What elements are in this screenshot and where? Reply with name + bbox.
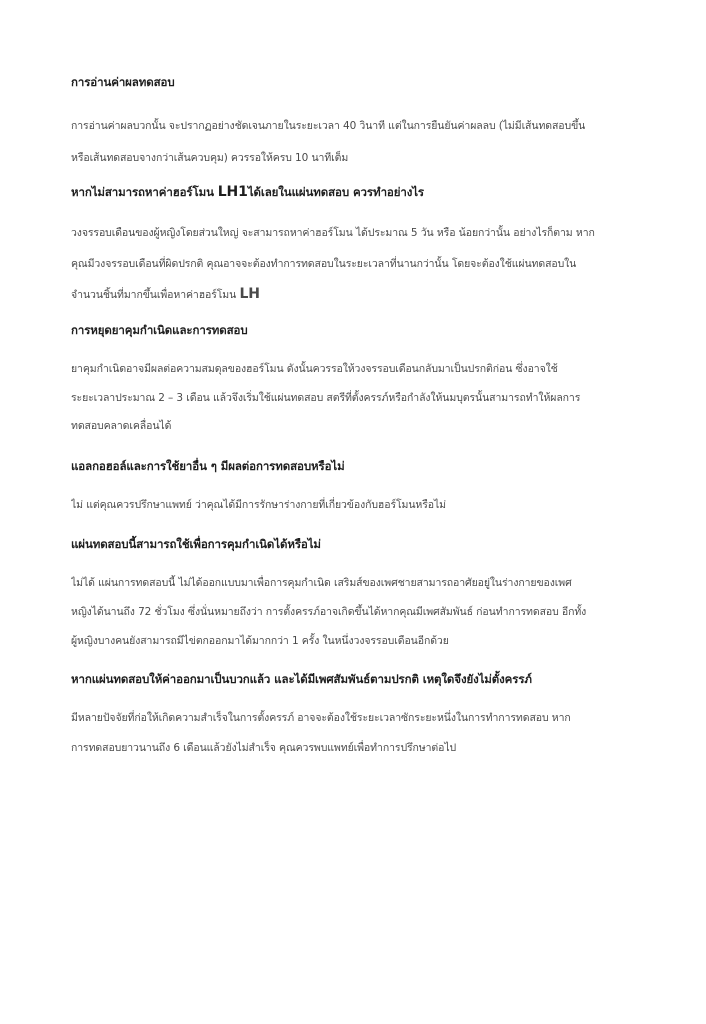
paragraph-line bbox=[71, 286, 671, 303]
paragraph-line: มีหลายปัจจัยที่ก่อให้เกิดความสำเร็จในการตั้งครรภ์ อาจจะต้องใช้ระยะเวลาซักระยะหนึ่งในการทำการทดสอบ หาก bbox=[71, 712, 571, 724]
paragraph-line: ยาคุมกำเนิดอาจมีผลต่อความสมดุลของฮอร์โมน ดังนั้นควรรอให้วงจรรอบเดือนกลับมาเป็นปรกติก่อน ซึ่งอาจใช้ bbox=[71, 363, 558, 375]
section-heading-lh-not-found bbox=[71, 183, 671, 201]
paragraph-line: ทดสอบคลาดเคลื่อนได้ bbox=[71, 420, 172, 432]
section-heading-stop-contraceptive: การหยุดยาคุมกำเนิดและการทดสอบ bbox=[71, 323, 248, 337]
paragraph-line: ระยะเวลาประมาณ 2 – 3 เดือน แล้วจึงเริ่มใช้แผ่นทดสอบ สตรีที่ตั้งครรภ์หรือกำลังให้นมบุตรนั้นสามารถทำให้ผลการ bbox=[71, 392, 581, 404]
paragraph-line: การอ่านค่าผลบวกนั้น จะปรากฏอย่างชัดเจนภายในระยะเวลา 40 วินาที แต่ในการยืนยันค่าผลลบ (ไม่มีเส้นทดสอบขึ้น bbox=[71, 120, 586, 132]
heading-lh-term: LH1 bbox=[217, 184, 248, 200]
lh-term: LH bbox=[239, 286, 260, 302]
paragraph-line: วงจรรอบเดือนของผู้หญิงโดยส่วนใหญ่ จะสามารถหาค่าฮอร์โมน ได้ประมาณ 5 วัน หรือ น้อยกว่านั้น อย่างไรก็ตาม หาก bbox=[71, 227, 595, 239]
heading-text: หากไม่สามารถหาค่าฮอร์โมน bbox=[71, 185, 218, 199]
paragraph-line: หญิงได้นานถึง 72 ชั่วโมง ซึ่งนั่นหมายถึงว่า การตั้งครรภ์อาจเกิดขึ้นได้หากคุณมีเพศสัมพันธ์ ก่อนทำการทดสอบ อีกทั้ง bbox=[71, 606, 587, 618]
paragraph-line: หรือเส้นทดสอบจางกว่าเส้นควบคุม) ควรรอให้ครบ 10 นาทีเต็ม bbox=[71, 152, 349, 164]
paragraph-line: ไม่ได้ แผ่นการทดสอบนี้ ไม่ได้ออกแบบมาเพื่อการคุมกำเนิด เสริมส์ของเพศชายสามารถอาศัยอยู่ในร่างกายของเพศ bbox=[71, 577, 572, 589]
section-heading-contraception-use: แผ่นทดสอบนี้สามารถใช้เพื่อการคุมกำเนิดได้หรือไม่ bbox=[71, 537, 321, 551]
section-heading-alcohol-drugs: แอลกอฮอล์และการใช้ยาอื่น ๆ มีผลต่อการทดสอบหรือไม่ bbox=[71, 459, 345, 473]
paragraph-line: ผู้หญิงบางคนยังสามารถมีไข่ตกออกมาได้มากกว่า 1 ครั้ง ในหนึ่งวงจรรอบเดือนอีกด้วย bbox=[71, 635, 449, 647]
paragraph-line: คุณมีวงจรรอบเดือนที่ผิดปรกติ คุณอาจจะต้องทำการทดสอบในระยะเวลาที่นานกว่านั้น โดยจะต้องใช้แผ่นทดสอบใน bbox=[71, 258, 577, 270]
heading-text: ได้เลยในแผ่นทดสอบ ควรทำอย่างไร bbox=[247, 185, 425, 199]
section-heading-positive-not-pregnant: หากแผ่นทดสอบให้ค่าออกมาเป็นบวกแล้ว และได้มีเพศสัมพันธ์ตามปรกติ เหตุใดจึงยังไม่ตั้งครรภ์ bbox=[71, 672, 532, 686]
paragraph-line: ไม่ แต่คุณควรปรึกษาแพทย์ ว่าคุณได้มีการรักษาร่างกายที่เกี่ยวข้องกับฮอร์โมนหรือไม่ bbox=[71, 499, 446, 511]
section-heading-reading-results: การอ่านค่าผลทดสอบ bbox=[71, 75, 175, 89]
line-text: จำนวนชิ้นที่มากขึ้นเพื่อหาค่าฮอร์โมน bbox=[71, 289, 240, 301]
paragraph-line: การทดสอบยาวนานถึง 6 เดือนแล้วยังไม่สำเร็จ คุณควรพบแพทย์เพื่อทำการปรึกษาต่อไป bbox=[71, 742, 457, 754]
